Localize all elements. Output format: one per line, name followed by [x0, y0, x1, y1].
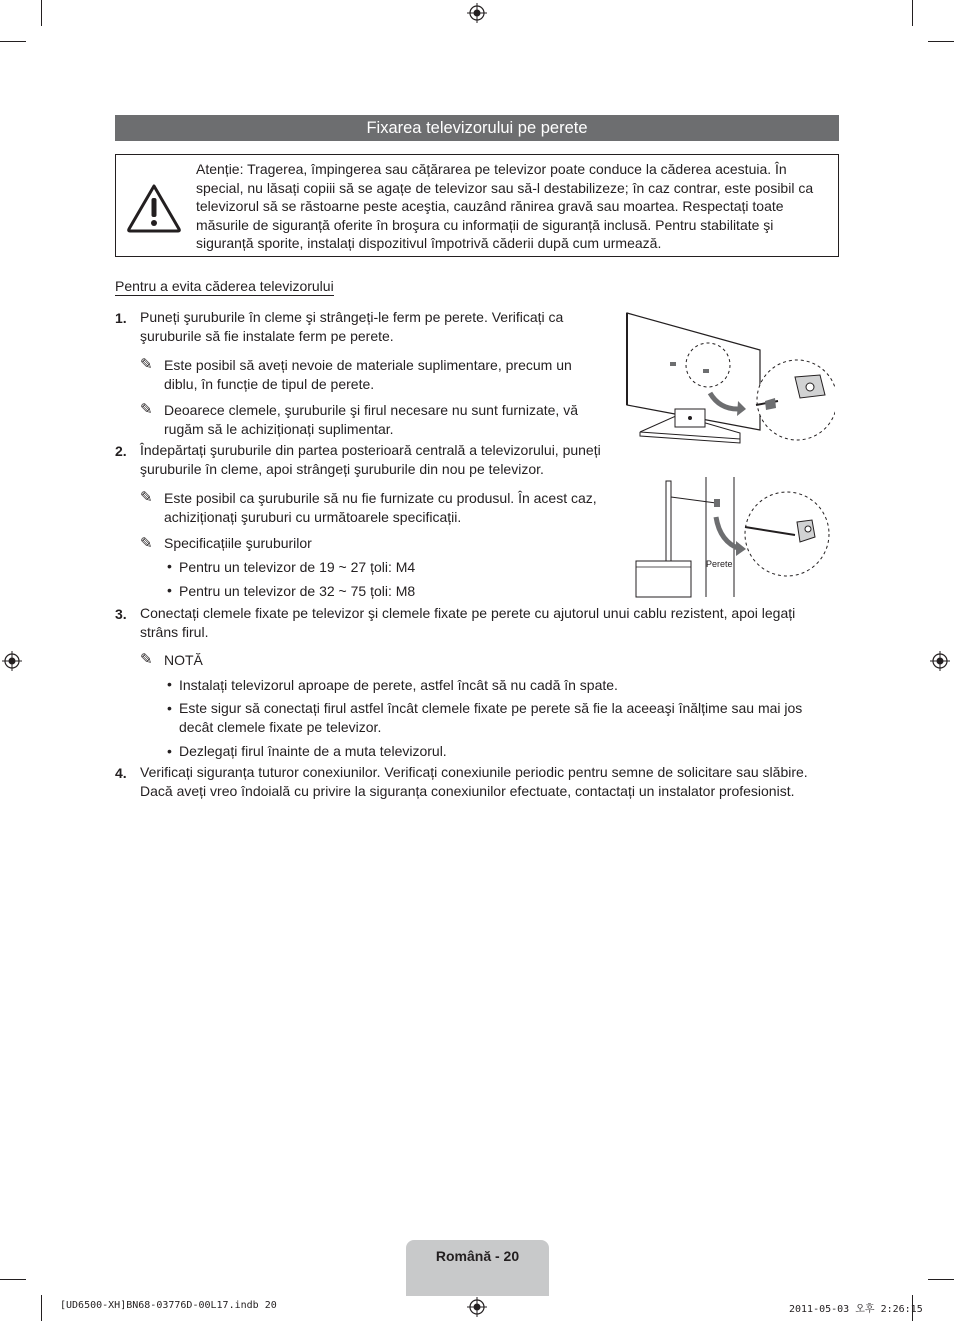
crop-mark: [41, 0, 42, 26]
pencil-note-icon: ✎: [140, 651, 153, 668]
pencil-note-icon: ✎: [140, 489, 153, 506]
note-label: NOTĂ: [164, 652, 203, 668]
wall-side-illustration: [632, 477, 837, 599]
step-text: Puneți şuruburile în cleme şi strângeți-le ferm pe perete. Verificați ca şuruburile să fie instalate ferm pe perete.: [140, 309, 564, 344]
step-number: 2.: [115, 443, 127, 459]
pencil-note-icon: ✎: [140, 535, 153, 552]
step-text: Verificați siguranța tuturor conexiunilor. Verificați conexiunile periodic pentru semne de solicitare sau slăbire. Dacă aveți vreo îndoială cu privire la siguranța conexiunilor efectuate, contactați un instalator profesionist.: [140, 764, 808, 799]
warning-box: [115, 154, 839, 257]
crop-mark: [0, 1279, 26, 1280]
step-number: 4.: [115, 765, 127, 781]
crop-mark: [41, 1295, 42, 1321]
footer-file-info: [UD6500-XH]BN68-03776D-00L17.indb 20: [60, 1300, 277, 1311]
pencil-note-icon: ✎: [140, 401, 153, 418]
step-text: Îndepărtați şuruburile din partea posterioară centrală a televizorului, puneți şuruburile în cleme, apoi strângeți şuruburile din nou pe televizor.: [140, 442, 601, 477]
footer-timestamp: 2011-05-03 오후 2:26:15: [789, 1304, 923, 1315]
step-text: Conectați clemele fixate pe televizor şi clemele fixate pe perete cu ajutorul unui cablu rezistent, apoi legați strâns firul.: [140, 605, 796, 640]
warning-text: [196, 160, 826, 253]
bullet-text: Instalați televizorul aproape de perete, astfel încât să nu cadă în spate.: [179, 677, 618, 693]
tv-back-illustration: [620, 305, 835, 445]
crop-mark: [928, 1279, 954, 1280]
warning-body: : Tragerea, împingerea sau cățărarea pe televizor poate conduce la căderea acestuia. În special, nu lăsați copiii să se agațe de televizor sau să-l destabilizeze; în caz contrar, este posibil ca televizorul să se răstoarne peste aceştia, cauzând rănirea gravă sau moartea. Respectați toate măsurile de siguranță oferite în broşura cu informații de siguranță inclusă. Pentru stabilitate şi siguranță sporite, instalați dispozitivul împotrivă căderii după cum urmează.: [196, 161, 814, 251]
step-number: 3.: [115, 606, 127, 622]
bullet: •: [167, 743, 172, 759]
warning-label: Atenție: [196, 161, 240, 177]
bullet-text: Dezlegați firul înainte de a muta televizorul.: [179, 743, 447, 759]
section-title: Fixarea televizorului pe perete: [115, 115, 839, 141]
bullet-text: Pentru un televizor de 19 ~ 27 țoli: M4: [179, 559, 416, 575]
registration-mark-icon: [2, 651, 22, 671]
bullet: •: [167, 558, 172, 574]
bullet: •: [167, 582, 172, 598]
note-text: Specificațiile şuruburilor: [164, 535, 312, 551]
note-text: Este posibil ca şuruburile să nu fie furnizate cu produsul. În acest caz, achiziționați şuruburi cu următoarele specificații.: [164, 490, 597, 525]
bullet-text: Este sigur să conectați firul astfel încât clemele fixate pe perete să fie la aceeaşi înălțime sau mai jos decât clemele fixate pe televizor.: [179, 700, 803, 735]
pencil-note-icon: ✎: [140, 356, 153, 373]
note-text: Este posibil să aveți nevoie de materiale suplimentare, precum un diblu, în funcție de tipul de perete.: [164, 357, 572, 392]
wall-label: Perete: [706, 559, 733, 569]
crop-mark: [912, 0, 913, 26]
page-number-tab: [406, 1240, 549, 1296]
note-text: Deoarece clemele, şuruburile şi firul necesare nu sunt furnizate, vă rugăm să le achiziționați suplimentar.: [164, 402, 578, 437]
bullet: •: [167, 676, 172, 692]
crop-mark: [928, 41, 954, 42]
warning-triangle-icon: [126, 183, 182, 233]
bullet: •: [167, 700, 172, 716]
registration-mark-icon: [467, 3, 487, 23]
subheading: Pentru a evita căderea televizorului: [115, 278, 334, 294]
crop-mark: [0, 41, 26, 42]
registration-mark-icon: [467, 1297, 487, 1317]
page-number: Română - 20: [435, 1248, 520, 1264]
bullet-text: Pentru un televizor de 32 ~ 75 țoli: M8: [179, 583, 416, 599]
step-number: 1.: [115, 310, 127, 326]
registration-mark-icon: [930, 651, 950, 671]
